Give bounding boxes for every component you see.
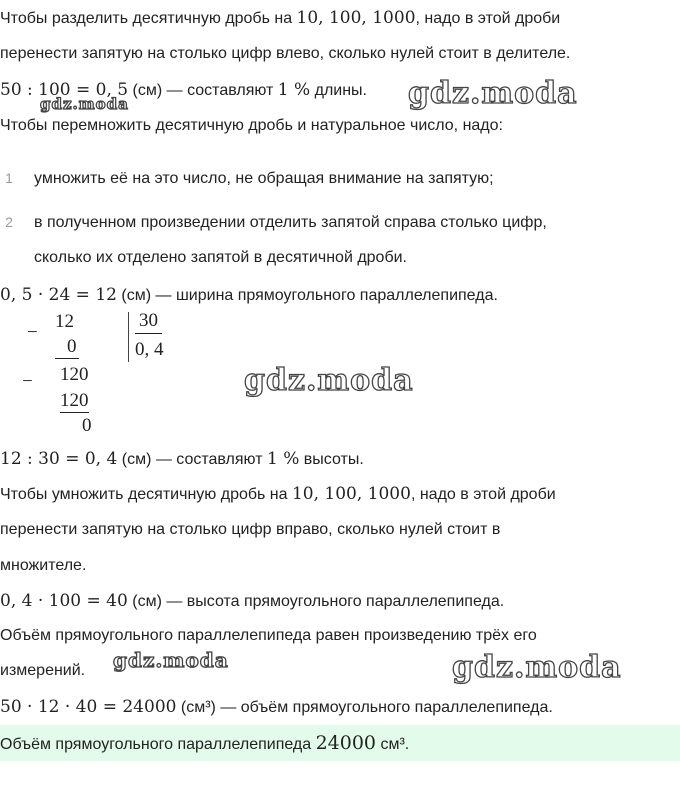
dividend: 12 — [55, 311, 74, 332]
rule-divide — [0, 7, 560, 30]
watermark: gdz.moda — [452, 650, 622, 685]
math: 10, 100, 1000 — [291, 484, 411, 504]
calc-volume — [0, 696, 553, 719]
watermark: gdz.moda — [408, 76, 578, 111]
rule-multiply-cont: перенести запятую на столько цифр вправо, сколько нулей стоит в — [0, 521, 501, 538]
step-2-cont: сколько их отделено запятой в десятичной дроби. — [34, 249, 407, 266]
rule-multiply-cont2: множителе. — [0, 557, 87, 574]
rule-volume: Объём прямоугольного параллелепипеда равен произведению трёх его — [0, 627, 537, 644]
watermark: gdz.moda — [244, 363, 414, 398]
math: 50 · 12 · 40 = 24000 — [0, 697, 177, 717]
text: высоты. — [299, 451, 364, 468]
text: Объём прямоугольного параллелепипеда — [0, 736, 316, 753]
rule-divide-cont: перенести запятую на столько цифр влево, сколько нулей стоит в делителе. — [0, 45, 571, 62]
text: умножить её на это число, не обращая внимание на запятую; — [34, 170, 494, 187]
divisor: 30 — [135, 310, 162, 334]
answer-text — [0, 732, 409, 756]
text: , надо в этой дроби — [410, 486, 556, 503]
rule-volume-cont: измерений. — [0, 662, 86, 679]
subtrahend: 120 — [60, 390, 89, 411]
text: , надо в этой дроби — [415, 10, 561, 27]
math: 10, 100, 1000 — [296, 8, 416, 28]
step-1 — [0, 167, 494, 190]
text: Чтобы умножить десятичную дробь на — [0, 486, 292, 503]
text: в полученном произведении отделить запятой справа столько цифр, — [34, 214, 547, 231]
math: 0, 5 · 24 = 12 — [0, 285, 117, 305]
minus-sign: − — [27, 322, 38, 343]
text: (см) — составляют — [117, 451, 267, 468]
calc-height-result — [0, 590, 504, 613]
math: 50 : 100 = 0, 5 — [0, 80, 129, 100]
calc-height — [0, 448, 364, 471]
text: (см) — составляют — [128, 82, 278, 99]
step-2 — [0, 211, 547, 234]
step-number: 2 — [5, 214, 13, 230]
rule-multiply-10 — [0, 483, 556, 506]
division-bar — [128, 312, 129, 362]
text: (см) — высота прямоугольного параллелепипеда. — [127, 593, 505, 610]
calc-width — [0, 284, 498, 307]
text: длины. — [310, 82, 367, 99]
math: 12 : 30 = 0, 4 — [0, 449, 118, 469]
final-remainder: 0 — [82, 415, 92, 436]
watermark: gdz.moda — [40, 95, 129, 113]
quotient: 0, 4 — [135, 339, 164, 360]
text: см³. — [376, 736, 410, 753]
rule-multiply: Чтобы перемножить десятичную дробь и натуральное число, надо: — [0, 117, 503, 134]
math: 24000 — [315, 732, 377, 754]
answer-box — [0, 725, 680, 761]
math: 1 % — [277, 80, 311, 100]
watermark: gdz.moda — [113, 648, 229, 672]
step-number: 1 — [5, 170, 13, 186]
text: (см³) — объём прямоугольного параллелепипеда. — [176, 699, 553, 716]
text: Чтобы разделить десятичную дробь на — [0, 10, 297, 27]
remainder: 120 — [60, 364, 89, 385]
minus-sign: − — [22, 371, 33, 392]
subtrahend: 0 — [55, 336, 79, 359]
text: (см) — ширина прямоугольного параллелепипеда. — [116, 287, 498, 304]
math: 0, 4 · 100 = 40 — [0, 591, 128, 611]
math: 1 % — [266, 449, 300, 469]
